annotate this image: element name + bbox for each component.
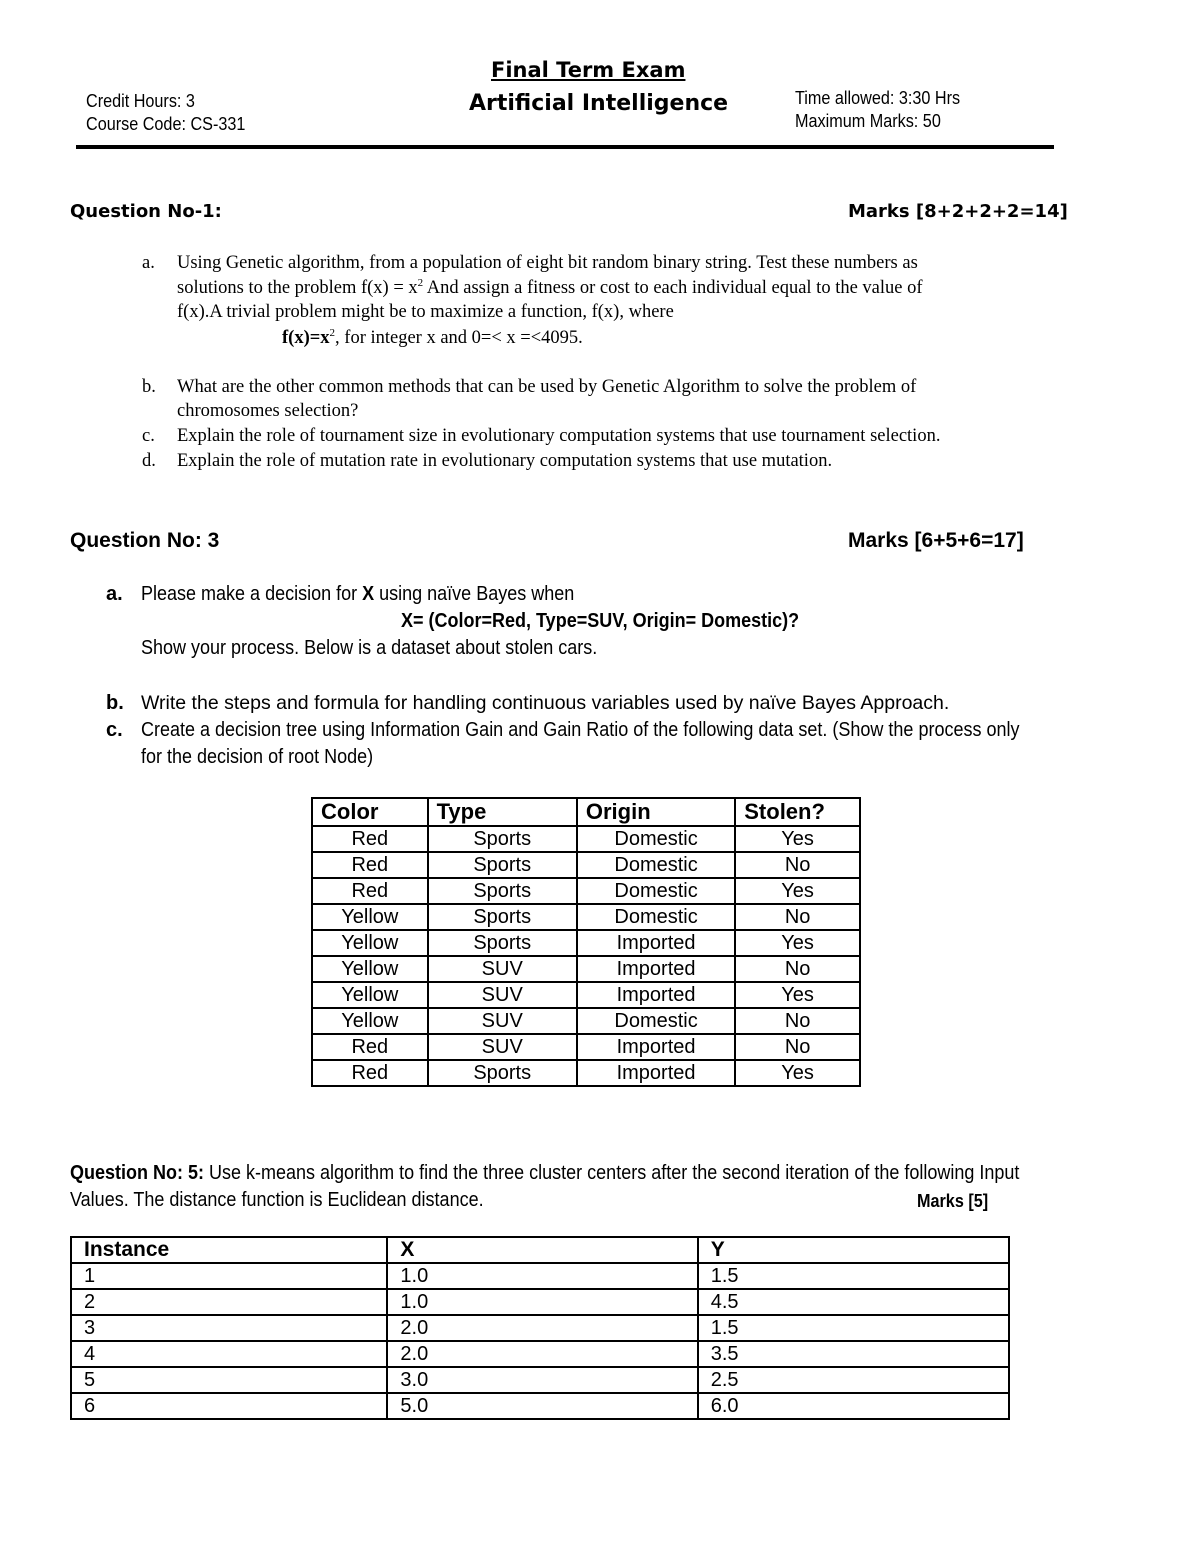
table-row <box>312 1034 860 1060</box>
header-color: Color <box>312 798 428 826</box>
table-cell: Red <box>312 826 428 852</box>
q3-c-label: c. <box>106 719 123 741</box>
table-cell: Yellow <box>312 904 428 930</box>
table-cell: Yes <box>735 1060 860 1086</box>
table-cell: 6.0 <box>698 1393 1009 1419</box>
header-x: X <box>387 1237 697 1263</box>
table-cell: Red <box>312 1060 428 1086</box>
q1-b-line1: What are the other common methods that can be used by Genetic Algorithm to solve the problem of <box>177 377 917 397</box>
table-cell: Domestic <box>577 904 735 930</box>
q3-a-line1: Please make a decision for X using naïve Bayes when <box>141 583 575 605</box>
table-cell: Sports <box>428 852 577 878</box>
table-cell: 1.5 <box>698 1263 1009 1289</box>
stolen-cars-table <box>311 797 861 1087</box>
time-allowed: Time allowed: 3:30 Hrs <box>795 88 961 108</box>
q1-b-line2: chromosomes selection? <box>177 401 359 421</box>
table-cell: Sports <box>428 1060 577 1086</box>
table-cell: 2 <box>71 1289 387 1315</box>
table-cell: Imported <box>577 930 735 956</box>
table-row <box>71 1393 1009 1419</box>
credit-hours: Credit Hours: 3 <box>86 91 195 111</box>
header-y: Y <box>698 1237 1009 1263</box>
q3-a-label: a. <box>106 583 123 605</box>
table-cell: 3.0 <box>387 1367 697 1393</box>
table-row <box>312 930 860 956</box>
table-cell: 5 <box>71 1367 387 1393</box>
table-cell: Red <box>312 878 428 904</box>
q3-a-query: X= (Color=Red, Type=SUV, Origin= Domestic)? <box>401 610 800 632</box>
table-cell: No <box>735 852 860 878</box>
table-row <box>312 826 860 852</box>
header-instance: Instance <box>71 1237 387 1263</box>
table-cell: Sports <box>428 930 577 956</box>
table-cell: Yellow <box>312 956 428 982</box>
q1-a-line3: f(x).A trivial problem might be to maximize a function, f(x), where <box>177 302 674 322</box>
table-cell: Imported <box>577 1034 735 1060</box>
table-cell: Yellow <box>312 1008 428 1034</box>
table-cell: 6 <box>71 1393 387 1419</box>
stolen-cars-header-row <box>312 798 860 826</box>
table-cell: No <box>735 1034 860 1060</box>
table-cell: Yellow <box>312 930 428 956</box>
table-cell: Sports <box>428 904 577 930</box>
q3-b-label: b. <box>106 692 124 714</box>
q3-marks: Marks [6+5+6=17] <box>848 529 1024 552</box>
q3-c-line2: for the decision of root Node) <box>141 746 374 768</box>
q1-a-label: a. <box>142 253 155 273</box>
table-row <box>312 878 860 904</box>
table-cell: 4 <box>71 1341 387 1367</box>
q1-a-formula: $f(x)=x^2$, for integer x and 0=< x =<4095. <box>282 326 583 348</box>
q5-line2: Values. The distance function is Euclidean distance. <box>70 1189 484 1211</box>
q1-c-label: c. <box>142 426 155 446</box>
q1-c-text: Explain the role of tournament size in evolutionary computation systems that use tournament selection. <box>177 426 941 446</box>
table-cell: 3.5 <box>698 1341 1009 1367</box>
table-cell: Domestic <box>577 826 735 852</box>
q1-marks: Marks [8+2+2+2=14] <box>848 201 1068 222</box>
table-cell: Yes <box>735 982 860 1008</box>
table-cell: 5.0 <box>387 1393 697 1419</box>
table-cell: 1.0 <box>387 1289 697 1315</box>
q1-title: Question No-1: <box>70 201 222 222</box>
course-code: Course Code: CS-331 <box>86 114 246 134</box>
table-row <box>312 1060 860 1086</box>
table-cell: Domestic <box>577 878 735 904</box>
q5-marks: Marks [5] <box>917 1191 989 1211</box>
q5-line1: Question No: 5: Use k-means algorithm to find the three cluster centers after the second iteration of the following Input <box>70 1162 1020 1184</box>
table-cell: Imported <box>577 956 735 982</box>
table-cell: No <box>735 904 860 930</box>
table-cell: Red <box>312 852 428 878</box>
table-cell: Yes <box>735 930 860 956</box>
header-divider <box>76 145 1054 149</box>
table-cell: SUV <box>428 982 577 1008</box>
table-cell: 2.0 <box>387 1315 697 1341</box>
table-cell: Sports <box>428 826 577 852</box>
table-row <box>312 956 860 982</box>
q1-d-label: d. <box>142 451 156 471</box>
exam-title: Final Term Exam <box>491 58 686 82</box>
table-cell: No <box>735 1008 860 1034</box>
q1-a-line2: solutions to the problem $f(x) = x^2$ And assign a fitness or cost to each individual equal to the value of <box>177 276 923 298</box>
table-row <box>312 1008 860 1034</box>
table-cell: 3 <box>71 1315 387 1341</box>
table-row <box>71 1263 1009 1289</box>
header-stolen: Stolen? <box>735 798 860 826</box>
table-cell: Imported <box>577 982 735 1008</box>
table-row <box>312 904 860 930</box>
table-cell: SUV <box>428 1034 577 1060</box>
q3-b-text: Write the steps and formula for handling continuous variables used by naïve Bayes Approach. <box>141 692 950 714</box>
table-cell: 1.5 <box>698 1315 1009 1341</box>
q1-a-line1: Using Genetic algorithm, from a population of eight bit random binary string. Test these numbers as <box>177 253 918 273</box>
kmeans-header-row <box>71 1237 1009 1263</box>
table-cell: 1 <box>71 1263 387 1289</box>
table-cell: Yes <box>735 826 860 852</box>
table-cell: 2.0 <box>387 1341 697 1367</box>
table-cell: Imported <box>577 1060 735 1086</box>
table-cell: Yellow <box>312 982 428 1008</box>
table-row <box>312 852 860 878</box>
header-type: Type <box>428 798 577 826</box>
kmeans-table <box>70 1236 1010 1420</box>
table-cell: No <box>735 956 860 982</box>
subject-title: Artificial Intelligence <box>469 91 729 116</box>
table-row <box>71 1367 1009 1393</box>
header-origin: Origin <box>577 798 735 826</box>
q1-d-text: Explain the role of mutation rate in evolutionary computation systems that use mutation. <box>177 451 833 471</box>
table-row <box>312 982 860 1008</box>
table-cell: Red <box>312 1034 428 1060</box>
table-cell: SUV <box>428 1008 577 1034</box>
q1-b-label: b. <box>142 377 156 397</box>
q3-c-line1: Create a decision tree using Information Gain and Gain Ratio of the following data set. (Show the process only <box>141 719 1020 741</box>
table-row <box>71 1341 1009 1367</box>
q3-a-line3: Show your process. Below is a dataset about stolen cars. <box>141 637 598 659</box>
table-row <box>71 1315 1009 1341</box>
table-cell: 4.5 <box>698 1289 1009 1315</box>
table-row <box>71 1289 1009 1315</box>
table-cell: Domestic <box>577 852 735 878</box>
q3-title: Question No: 3 <box>70 529 220 552</box>
table-cell: SUV <box>428 956 577 982</box>
table-cell: 2.5 <box>698 1367 1009 1393</box>
table-cell: Yes <box>735 878 860 904</box>
table-cell: Sports <box>428 878 577 904</box>
table-cell: Domestic <box>577 1008 735 1034</box>
maximum-marks: Maximum Marks: 50 <box>795 111 941 131</box>
table-cell: 1.0 <box>387 1263 697 1289</box>
